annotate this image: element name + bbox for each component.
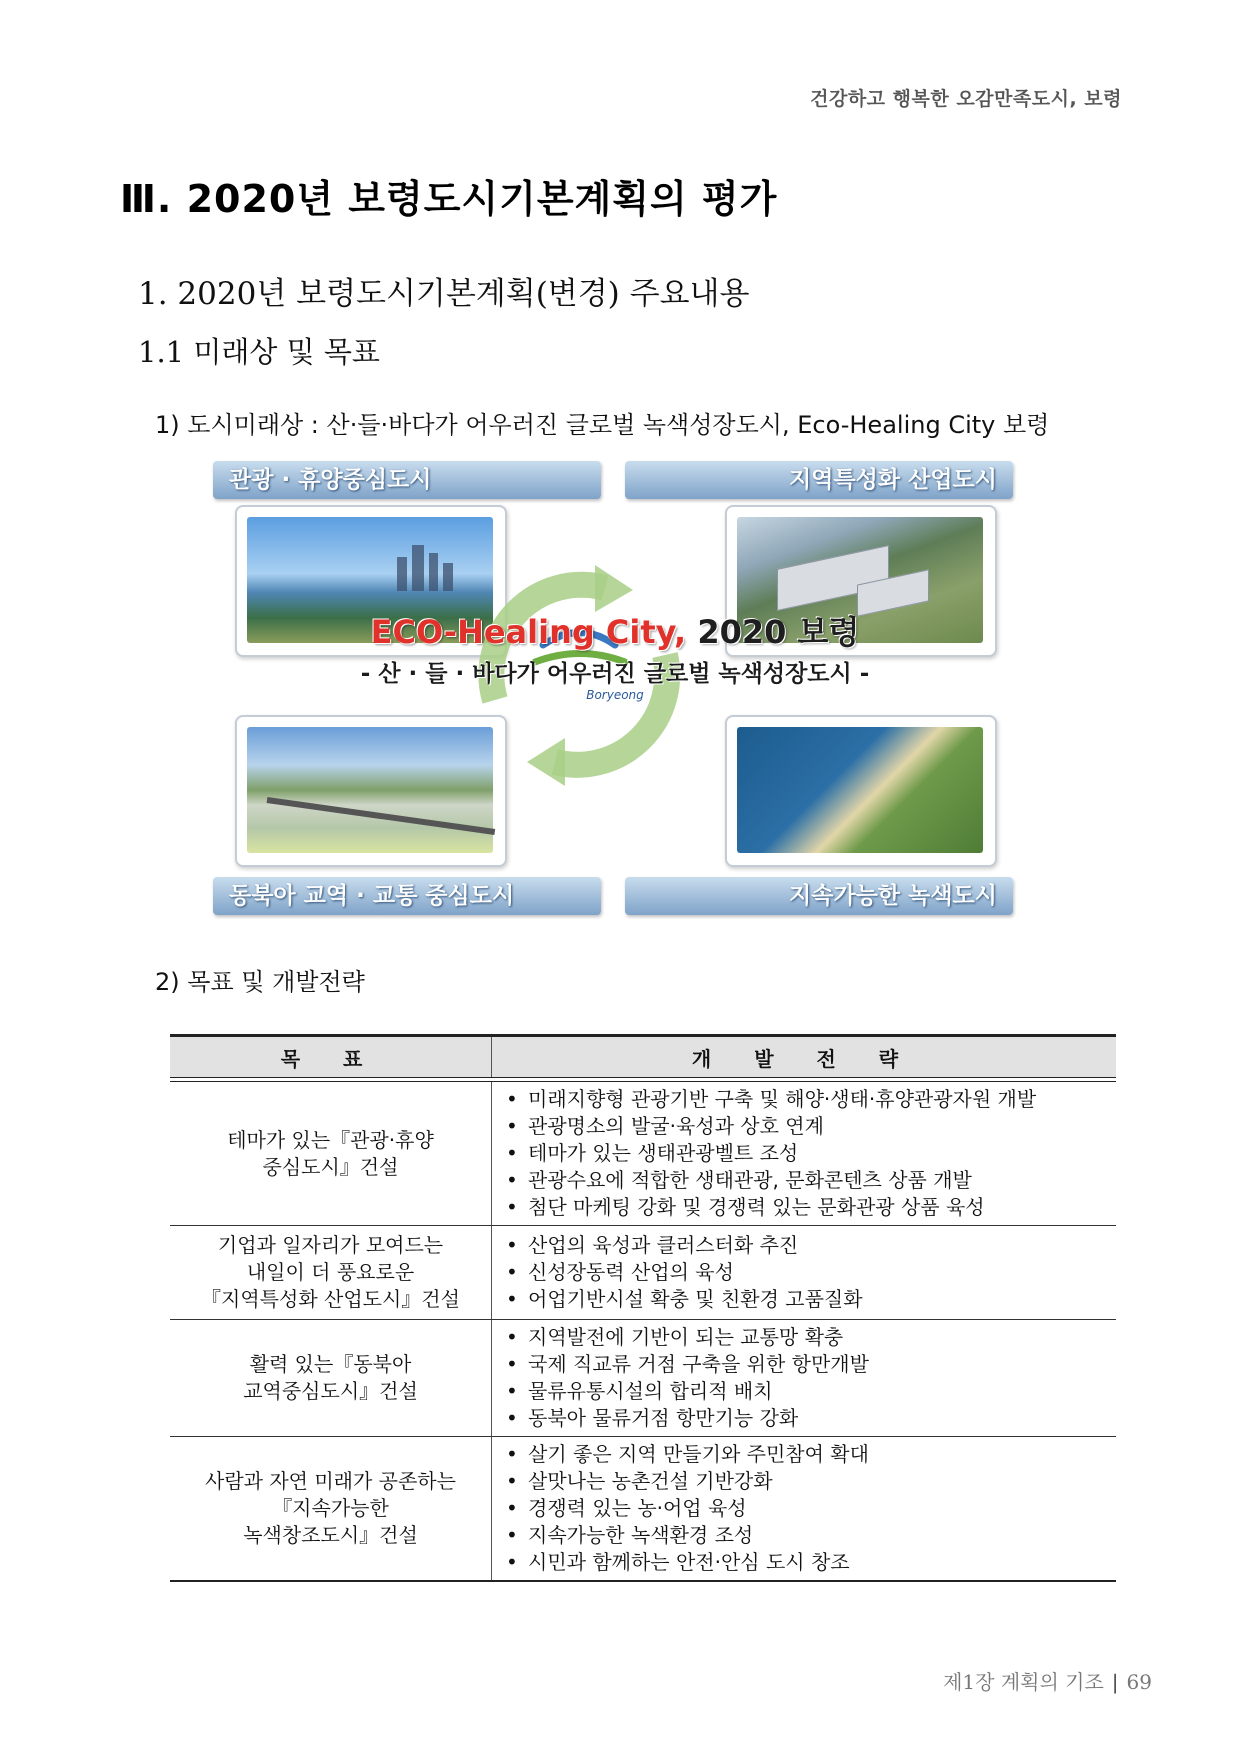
- strategy-text: 물류유통시설의 합리적 배치: [528, 1379, 773, 1403]
- bullet-icon: •: [506, 1379, 518, 1403]
- banner-industry: [625, 461, 1013, 499]
- strategy-item: [506, 1140, 1116, 1167]
- strategy-text: 동북아 물류거점 항만기능 강화: [528, 1406, 799, 1430]
- diagram-title-ko: 2020 보령: [697, 613, 860, 651]
- strategy-item: [506, 1378, 1116, 1405]
- page-number: 69: [1126, 1670, 1152, 1694]
- banner-logistics: [213, 877, 601, 915]
- bullet-icon: •: [506, 1114, 518, 1138]
- strategy-item: [506, 1405, 1116, 1432]
- strategy-list: [506, 1441, 1116, 1576]
- goals-table: [170, 1034, 1116, 1582]
- strategy-cell: [492, 1226, 1117, 1320]
- goal-line: 『지역특성화 산업도시』건설: [201, 1287, 460, 1311]
- strategy-item: [506, 1286, 1116, 1313]
- table-row: [170, 1437, 1116, 1582]
- strategy-list: [506, 1232, 1116, 1313]
- footer-chapter: 제1장 계획의 기조: [943, 1670, 1104, 1694]
- goal-line: 사람과 자연 미래가 공존하는: [205, 1469, 456, 1493]
- strategy-item: [506, 1549, 1116, 1576]
- goal-line: 녹색창조도시』건설: [243, 1523, 418, 1547]
- strategy-item: [506, 1086, 1116, 1113]
- goal-line: 기업과 일자리가 모여드는: [217, 1233, 444, 1257]
- photo-sea-bridge: [247, 727, 493, 853]
- strategy-text: 지속가능한 녹색환경 조성: [528, 1523, 754, 1547]
- banner-tourism-label: 관광 · 휴양중심도시: [229, 467, 432, 493]
- bullet-icon: •: [506, 1195, 518, 1219]
- goal-line: 활력 있는『동북아: [249, 1352, 412, 1376]
- strategy-list: [506, 1086, 1116, 1221]
- strategy-cell: [492, 1082, 1117, 1226]
- strategy-text: 살기 좋은 지역 만들기와 주민참여 확대: [528, 1442, 869, 1466]
- strategy-item: [506, 1324, 1116, 1351]
- bullet-icon: •: [506, 1168, 518, 1192]
- bullet-icon: •: [506, 1442, 518, 1466]
- strategy-item: [506, 1232, 1116, 1259]
- strategy-text: 산업의 육성과 클러스터화 추진: [528, 1233, 799, 1257]
- goal-line: 테마가 있는『관광·휴양: [227, 1127, 434, 1152]
- banner-green: [625, 877, 1013, 915]
- boryeong-logo-text: Boryeong: [586, 688, 644, 702]
- diagram-center-title: [205, 607, 1025, 653]
- photo-frame-green: [725, 715, 997, 867]
- bullet-icon: •: [506, 1469, 518, 1493]
- running-head: 건강하고 행복한 오감만족도시, 보령: [810, 88, 1122, 110]
- col-header-strategy: 개 발 전 략: [492, 1036, 1117, 1078]
- strategy-item: [506, 1351, 1116, 1378]
- bullet-icon: •: [506, 1087, 518, 1111]
- strategy-item: [506, 1468, 1116, 1495]
- strategy-text: 테마가 있는 생태관광벨트 조성: [528, 1141, 799, 1165]
- strategy-item: [506, 1194, 1116, 1221]
- strategy-text: 시민과 함께하는 안전·안심 도시 창조: [528, 1550, 850, 1574]
- strategy-text: 첨단 마케팅 강화 및 경쟁력 있는 문화관광 상품 육성: [528, 1195, 985, 1219]
- vision-diagram: [205, 455, 1025, 920]
- diagram-title-en: ECO-Healing City,: [370, 613, 687, 651]
- bullet-icon: •: [506, 1287, 518, 1311]
- strategy-text: 지역발전에 기반이 되는 교통망 확충: [528, 1325, 844, 1349]
- goals-heading: 2) 목표 및 개발전략: [155, 968, 365, 996]
- section-title: 1. 2020년 보령도시기본계획(변경) 주요내용: [138, 276, 750, 312]
- strategy-text: 신성장동력 산업의 육성: [528, 1260, 734, 1284]
- vision-heading: 1) 도시미래상 : 산·들·바다가 어우러진 글로벌 녹색성장도시, Eco-Healing City 보령: [155, 411, 1050, 439]
- photo-coastline: [737, 727, 983, 853]
- strategy-text: 어업기반시설 확충 및 친환경 고품질화: [528, 1287, 863, 1311]
- subsection-title: 1.1 미래상 및 목표: [138, 335, 380, 369]
- goal-line: 중심도시』건설: [262, 1154, 399, 1179]
- bullet-icon: •: [506, 1141, 518, 1165]
- table-row: [170, 1320, 1116, 1437]
- bullet-icon: •: [506, 1233, 518, 1257]
- table-row: [170, 1226, 1116, 1320]
- strategy-text: 미래지향형 관광기반 구축 및 해양·생태·휴양관광자원 개발: [528, 1087, 1037, 1111]
- strategy-item: [506, 1522, 1116, 1549]
- strategy-item: [506, 1259, 1116, 1286]
- chapter-title: Ⅲ. 2020년 보령도시기본계획의 평가: [120, 177, 778, 221]
- strategy-cell: [492, 1320, 1117, 1437]
- strategy-text: 관광명소의 발굴·육성과 상호 연계: [528, 1114, 824, 1138]
- strategy-text: 국제 직교류 거점 구축을 위한 항만개발: [528, 1352, 869, 1376]
- bullet-icon: •: [506, 1496, 518, 1520]
- goal-line: 교역중심도시』건설: [243, 1379, 418, 1403]
- page-footer: [943, 1666, 1152, 1695]
- strategy-list: [506, 1324, 1116, 1432]
- diagram-subtitle: - 산 · 들 · 바다가 어우러진 글로벌 녹색성장도시 -: [360, 661, 870, 687]
- strategy-cell: [492, 1437, 1117, 1582]
- goal-cell: [170, 1082, 492, 1226]
- strategy-text: 경쟁력 있는 농·어업 육성: [528, 1496, 747, 1520]
- strategy-item: [506, 1167, 1116, 1194]
- banner-industry-label: 지역특성화 산업도시: [789, 467, 997, 493]
- banner-tourism: [213, 461, 601, 499]
- bullet-icon: •: [506, 1325, 518, 1349]
- goal-cell: [170, 1320, 492, 1437]
- strategy-item: [506, 1495, 1116, 1522]
- goal-line: 『지속가능한: [272, 1496, 389, 1520]
- goal-line: 내일이 더 풍요로운: [246, 1260, 415, 1284]
- bullet-icon: •: [506, 1352, 518, 1376]
- banner-logistics-label: 동북아 교역 · 교통 중심도시: [229, 883, 515, 909]
- col-header-goal: 목 표: [170, 1036, 492, 1078]
- bullet-icon: •: [506, 1523, 518, 1547]
- banner-green-label: 지속가능한 녹색도시: [789, 883, 997, 909]
- strategy-item: [506, 1113, 1116, 1140]
- strategy-text: 관광수요에 적합한 생태관광, 문화콘텐츠 상품 개발: [528, 1168, 972, 1192]
- goal-cell: [170, 1437, 492, 1582]
- strategy-text: 살맛나는 농촌건설 기반강화: [528, 1469, 773, 1493]
- footer-divider: |: [1111, 1670, 1119, 1694]
- bullet-icon: •: [506, 1260, 518, 1284]
- bullet-icon: •: [506, 1406, 518, 1430]
- photo-frame-logistics: [235, 715, 507, 867]
- table-row: [170, 1082, 1116, 1226]
- goal-cell: [170, 1226, 492, 1320]
- bullet-icon: •: [506, 1550, 518, 1574]
- strategy-item: [506, 1441, 1116, 1468]
